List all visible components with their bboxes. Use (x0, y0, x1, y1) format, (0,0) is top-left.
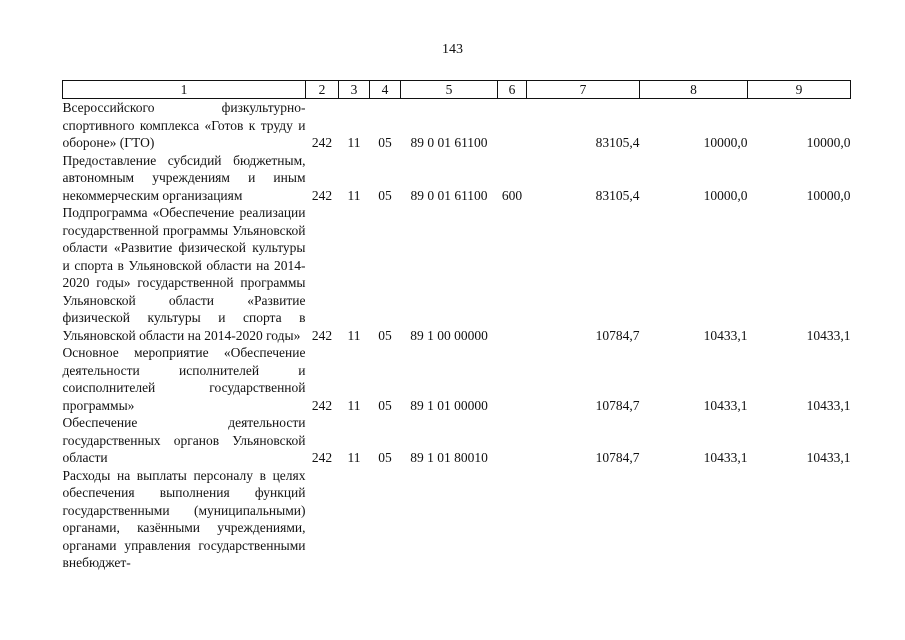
column-header-2: 2 (306, 81, 339, 99)
cell-amount-7: 10784,7 (595, 327, 640, 343)
cell-code-5: 89 1 01 80010 (410, 450, 488, 465)
cell-amount-7: 10784,7 (595, 397, 640, 413)
cell-amount-8: 10000,0 (703, 135, 748, 150)
column-header-3: 3 (339, 81, 370, 99)
row-name: Основное мероприятие «Обеспечение деятельности исполнителей и соисполнителей государственной программы» (62, 345, 306, 413)
budget-table (62, 80, 851, 572)
column-header-8: 8 (640, 81, 748, 99)
table-row (63, 99, 851, 152)
cell-code-5: 89 1 01 00000 (410, 397, 488, 413)
row-name: Обеспечение деятельности государственных органов Ульяновской области (62, 415, 306, 465)
table-row (63, 152, 851, 205)
cell-code-6: 600 (501, 187, 523, 203)
cell-amount-9: 10433,1 (806, 450, 851, 465)
cell-amount-9: 10433,1 (806, 327, 851, 343)
cell-code-4: 05 (378, 187, 392, 203)
page-number: 143 (442, 42, 463, 57)
cell-code-3: 11 (347, 327, 361, 343)
column-header-7: 7 (527, 81, 640, 99)
cell-code-5: 89 0 01 61100 (410, 187, 488, 203)
cell-code-5: 89 0 01 61100 (410, 135, 488, 150)
column-header-4: 4 (370, 81, 401, 99)
cell-code-2: 242 (311, 327, 333, 343)
row-name: Расходы на выплаты персоналу в целях обеспечения выполнения функций государственными (муниципальными) органами, казёнными учреждениями, органами управления государственными внебюджет- (62, 467, 306, 570)
cell-code-4: 05 (378, 397, 392, 413)
header-row (63, 81, 851, 99)
cell-amount-9: 10000,0 (806, 135, 851, 150)
cell-code-6 (498, 414, 527, 467)
cell-code-2: 242 (311, 187, 333, 203)
cell-code-6 (498, 344, 527, 414)
column-header-1: 1 (63, 81, 306, 99)
cell-code-3: 11 (347, 397, 361, 413)
cell-code-4: 05 (378, 327, 392, 343)
cell-code-3: 11 (347, 450, 361, 465)
cell-amount-8: 10000,0 (703, 187, 748, 203)
column-header-5: 5 (401, 81, 498, 99)
cell-code-3: 11 (347, 135, 361, 150)
column-header-9: 9 (748, 81, 851, 99)
cell-amount-8: 10433,1 (703, 327, 748, 343)
cell-code-2: 242 (311, 450, 333, 465)
table-row-continued (63, 467, 851, 572)
cell-amount-9: 10000,0 (806, 187, 851, 203)
table-row (63, 344, 851, 414)
cell-code-3: 11 (347, 187, 361, 203)
cell-amount-9: 10433,1 (806, 397, 851, 413)
cell-amount-7: 10784,7 (595, 450, 640, 465)
cell-code-5: 89 1 00 00000 (410, 327, 488, 343)
table-row (63, 414, 851, 467)
cell-code-2: 242 (311, 397, 333, 413)
cell-code-6 (498, 99, 527, 152)
cell-code-4: 05 (378, 135, 392, 150)
cell-code-4: 05 (378, 450, 392, 465)
row-name: Подпрограмма «Обеспечение реализации государственной программы Ульяновской области «Развитие физической культуры и спорта в Ульяновской области на 2014-2020 годы» государственной программы Ульяновской области «Развитие физической культуры и спорта в Ульяновской области на 2014-2020 годы» (62, 205, 306, 343)
column-header-6: 6 (498, 81, 527, 99)
table-row (63, 204, 851, 344)
cell-amount-7: 83105,4 (595, 135, 640, 150)
cell-code-2: 242 (311, 135, 333, 150)
cell-amount-7: 83105,4 (595, 187, 640, 203)
cell-amount-8: 10433,1 (703, 397, 748, 413)
cell-code-6 (498, 204, 527, 344)
row-name: Предоставление субсидий бюджетным, автономным учреждениям и иным некоммерческим организациям (62, 152, 306, 203)
row-name: Всероссийского физкультурно-спортивного комплекса «Готов к труду и обороне» (ГТО) (62, 100, 306, 150)
cell-amount-8: 10433,1 (703, 450, 748, 465)
